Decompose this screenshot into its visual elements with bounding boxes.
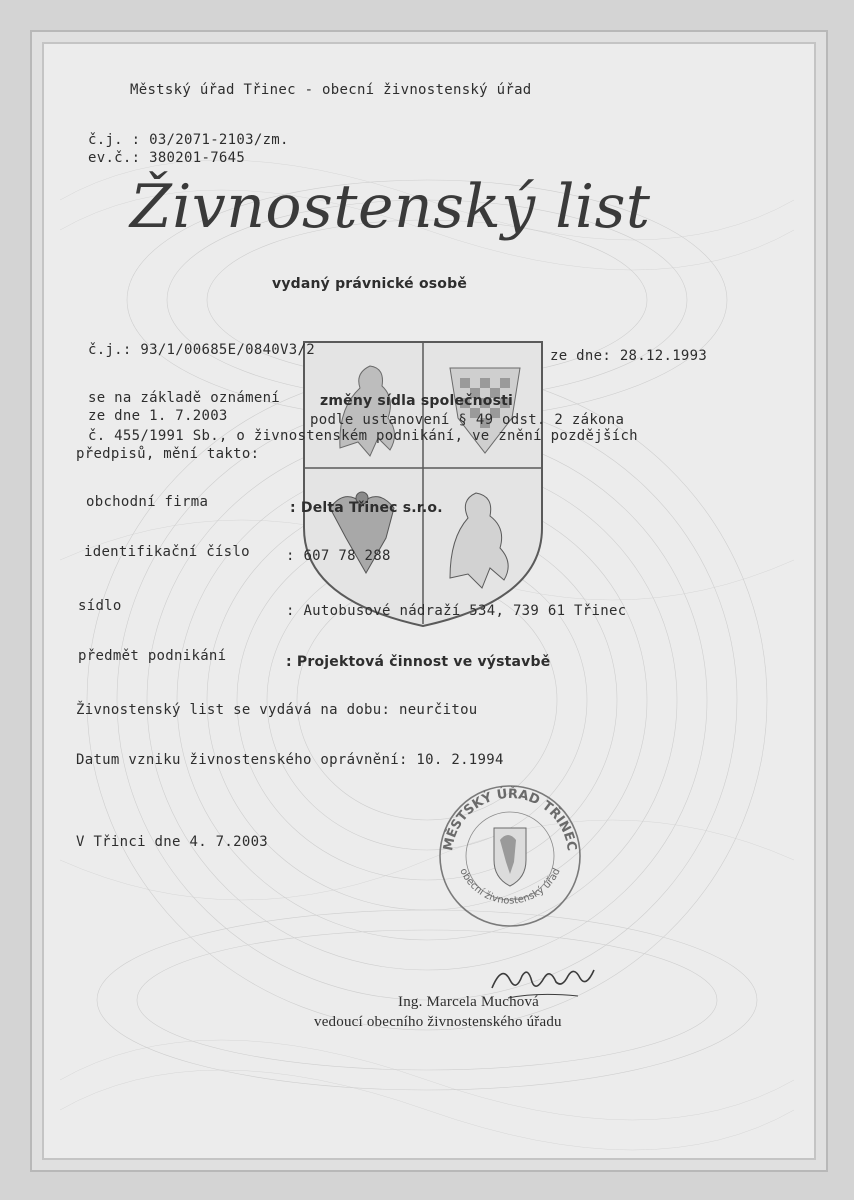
- registration-number: ev.č.: 380201-7645: [88, 150, 246, 166]
- id-label: identifikační číslo: [84, 544, 250, 560]
- state-coat-of-arms-icon: [300, 338, 546, 630]
- body-line-3: č. 455/1991 Sb., o živnostenském podnikání, ve znění pozdějších: [88, 428, 638, 444]
- official-round-stamp-icon: [430, 778, 590, 928]
- subject-value: : Projektová činnost ve výstavbě: [286, 654, 551, 670]
- body-line-4: předpisů, mění takto:: [76, 446, 260, 462]
- reference-date: ze dne: 28.12.1993: [550, 348, 708, 364]
- seat-value: : Autobusové nádraží 534, 739 61 Třinec: [286, 603, 627, 619]
- reference-number: č.j.: 93/1/00685E/0840V3/2: [88, 342, 315, 358]
- issuing-office: Městský úřad Třinec - obecní živnostenský úřad: [130, 82, 532, 98]
- body-line-1-subject: změny sídla společnosti: [320, 393, 514, 409]
- document-subtitle: vydaný právnické osobě: [272, 276, 468, 292]
- document-title: Živnostenský list: [130, 172, 651, 242]
- body-line-2b: podle ustanovení § 49 odst. 2 zákona: [310, 412, 625, 428]
- file-number: č.j. : 03/2071-2103/zm.: [88, 132, 289, 148]
- signatory-role: vedoucí obecního živnostenského úřadu: [314, 1014, 562, 1030]
- subject-label: předmět podnikání: [78, 648, 227, 664]
- seat-label: sídlo: [78, 598, 122, 614]
- firm-label: obchodní firma: [86, 494, 209, 510]
- stamp-bottom-text: obecní živnostenský úřad: [457, 866, 563, 907]
- signatory-name: Ing. Marcela Muchová: [398, 994, 540, 1010]
- firm-value: : Delta Třinec s.r.o.: [290, 500, 443, 516]
- place-date-line: V Třinci dne 4. 7.2003: [76, 834, 269, 850]
- stamp-top-text: MĚSTSKÝ ÚŘAD TŘINEC: [441, 786, 579, 853]
- origin-date-line: Datum vzniku živnostenského oprávnění: 10. 2.1994: [76, 752, 504, 768]
- id-value: : 607 78 288: [286, 548, 391, 564]
- body-line-1-prefix: se na základě oznámení: [88, 390, 281, 406]
- body-line-2a: ze dne 1. 7.2003: [88, 408, 228, 424]
- validity-line: Živnostenský list se vydává na dobu: neurčitou: [76, 702, 478, 718]
